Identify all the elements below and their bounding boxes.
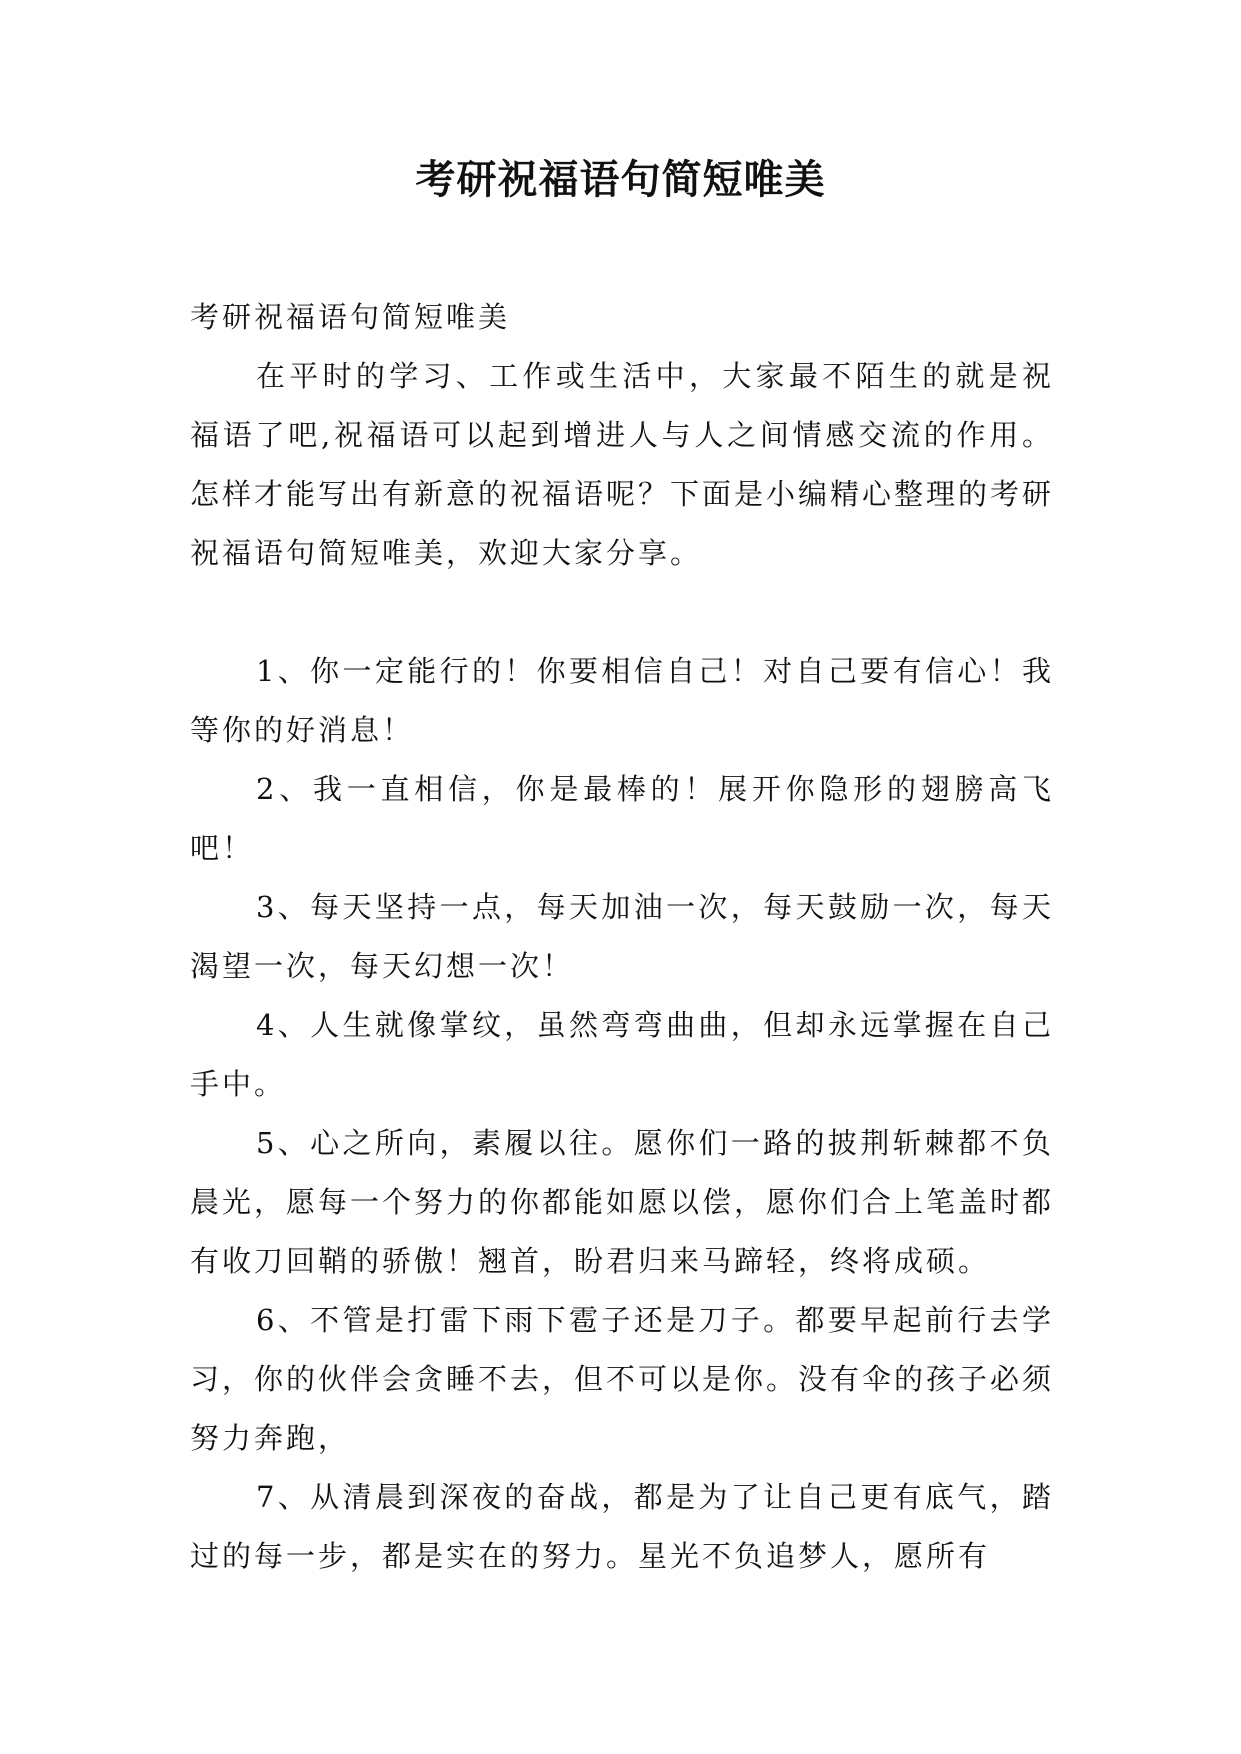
wish-item-7: 7、从清晨到深夜的奋战，都是为了让自己更有底气，踏过的每一步，都是实在的努力。星光不负追梦人，愿所有 — [190, 1480, 1054, 1573]
wish-item-5: 5、心之所向，素履以往。愿你们一路的披荆斩棘都不负晨光，愿每一个努力的你都能如愿以偿，愿你们合上笔盖时都有收刀回鞘的骄傲！翘首，盼君归来马蹄轻，终将成硕。 — [190, 1126, 1055, 1278]
wish-item-6: 6、不管是打雷下雨下雹子还是刀子。都要早起前行去学习，你的伙伴会贪睡不去，但不可以是你。没有伞的孩子必须努力奔跑， — [190, 1303, 1055, 1455]
intro-paragraph: 在平时的学习、工作或生活中，大家最不陌生的就是祝福语了吧,祝福语可以起到增进人与人之间情感交流的作用。怎样才能写出有新意的祝福语呢？下面是小编精心整理的考研祝福语句简短唯美，欢迎大家分享。 — [190, 359, 1055, 570]
wish-item-3: 3、每天坚持一点，每天加油一次，每天鼓励一次，每天渴望一次，每天幻想一次！ — [190, 890, 1054, 983]
document-subtitle: 考研祝福语句简短唯美 — [190, 300, 511, 334]
wish-item-2: 2、我一直相信，你是最棒的！展开你隐形的翅膀高飞吧！ — [190, 772, 1054, 865]
wish-item-1: 1、你一定能行的！你要相信自己！对自己要有信心！我等你的好消息！ — [190, 654, 1054, 747]
wish-item-4: 4、人生就像掌纹，虽然弯弯曲曲，但却永远掌握在自己手中。 — [190, 1008, 1054, 1101]
document-body — [190, 288, 1054, 1586]
document-title: 考研祝福语句简短唯美 — [415, 156, 826, 203]
paragraph-spacer — [190, 583, 1054, 642]
